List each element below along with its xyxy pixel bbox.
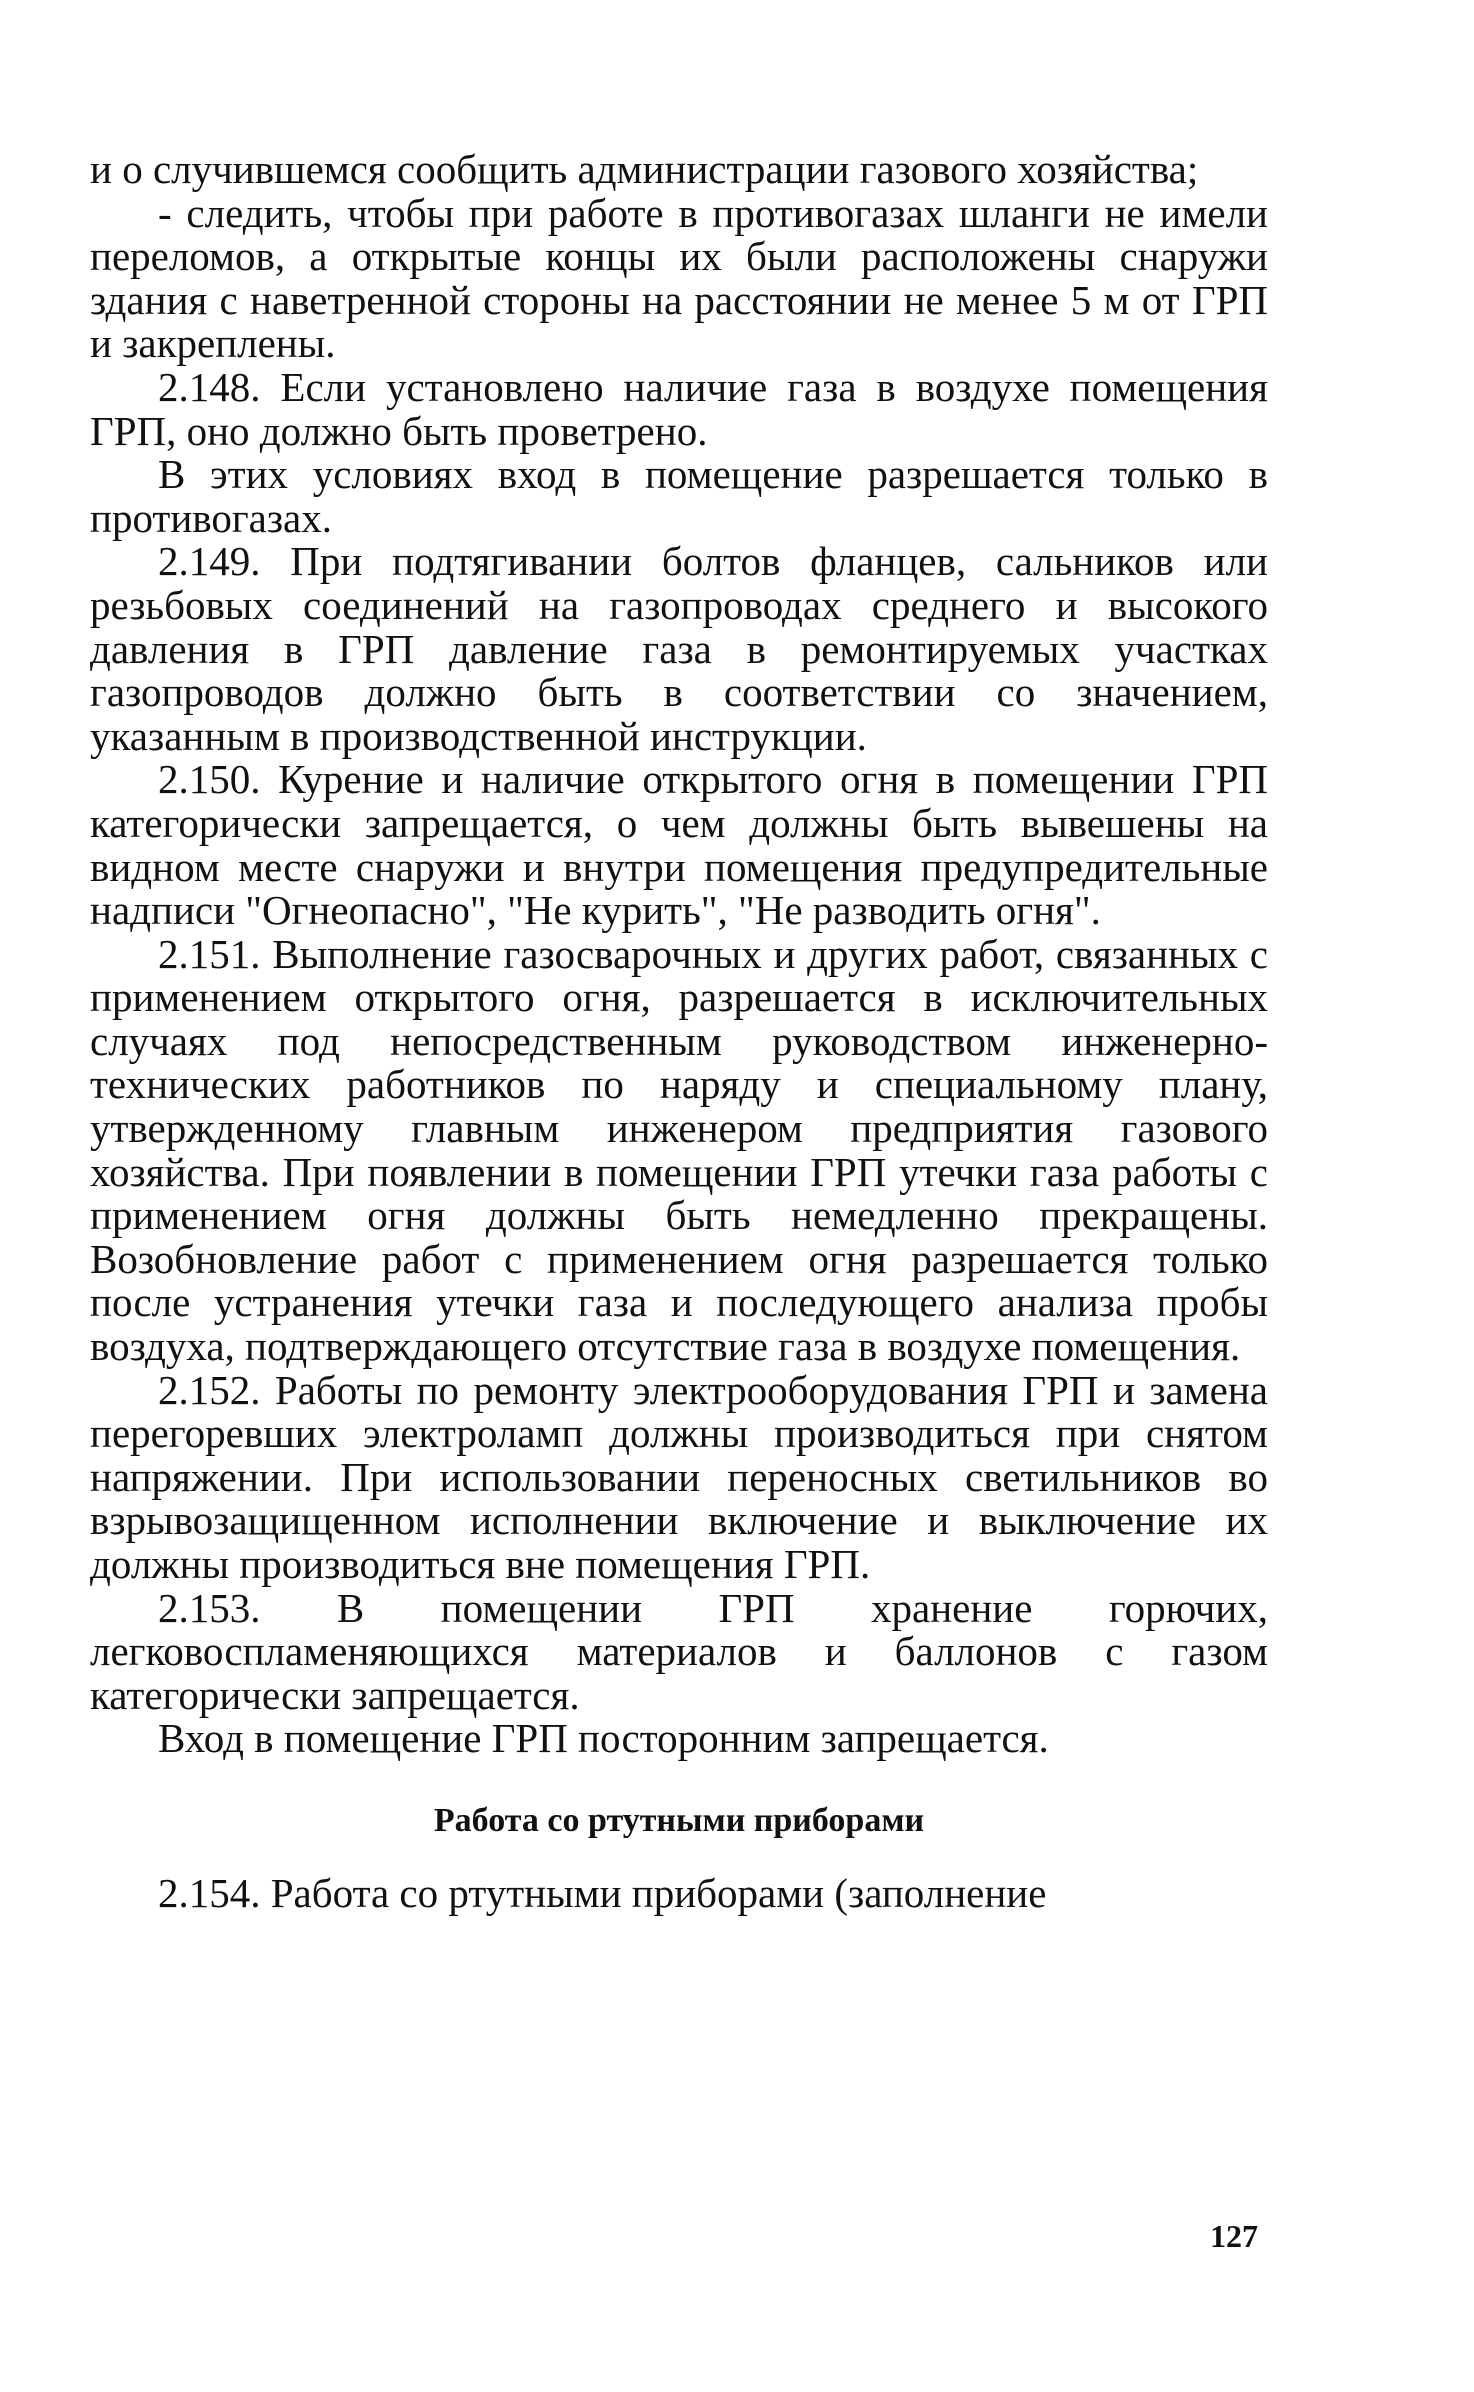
document-page: [90, 148, 1268, 1916]
paragraph-gas-mask-hoses: - следить, чтобы при работе в противогазах шланги не имели переломов, а открытые концы их были расположены снаружи здания с наветренной стороны на расстоянии не менее 5 м от ГРП и закреплены.: [90, 189, 1268, 367]
paragraph-continuation: и о случившемся сообщить администрации газового хозяйства;: [90, 146, 1199, 192]
paragraph-no-outsiders: Вход в помещение ГРП посторонним запрещается.: [158, 1715, 1049, 1762]
paragraph-2-149: 2.149. При подтягивании болтов фланцев, сальников или резьбовых соединений на газопроводах среднего и высокого давления в ГРП давление газа в ремонтируемых участках газопроводов должно быть в соответствии со значением, указанным в производственной инструкции.: [90, 538, 1268, 759]
paragraph-2-152: 2.152. Работы по ремонту электрооборудования ГРП и замена перегоревших электроламп должны производиться при снятом напряжении. При использовании переносных светильников во взрывозащищенном исполнении включение и выключение их должны производиться вне помещения ГРП.: [90, 1366, 1268, 1587]
section-title: Работа со ртутными приборами: [433, 1801, 925, 1839]
paragraph-2-148: 2.148. Если установлено наличие газа в воздухе помещения ГРП, оно должно быть проветрено.: [90, 363, 1268, 454]
page-number: 127: [1210, 2218, 1258, 2254]
paragraph-2-151: 2.151. Выполнение газосварочных и других работ, связанных с применением открытого огня, разрешается в исключительных случаях под непосредственным руководством инженерно-технических работников по наряду и специальному плану, утвержденному главным инженером предприятия газового хозяйства. При появлении в помещении ГРП утечки газа работы с применением огня должны быть немедленно прекращены. Возобновление работ с применением огня разрешается только после устранения утечки газа и последующего анализа пробы воздуха, подтверждающего отсутствие газа в воздухе помещения.: [90, 930, 1268, 1370]
paragraph-entry-in-gas-masks: В этих условиях вход в помещение разрешается только в противогазах.: [90, 451, 1268, 541]
paragraph-2-154: 2.154. Работа со ртутными приборами (заполнение: [158, 1869, 1047, 1916]
paragraph-2-153: 2.153. В помещении ГРП хранение горючих, легковоспламеняющихся материалов и баллонов с газом категорически запрещается.: [90, 1584, 1268, 1718]
paragraph-2-150: 2.150. Курение и наличие открытого огня в помещении ГРП категорически запрещается, о чем должны быть вывешены на видном месте снаружи и внутри помещения предупредительные надписи "Огнеопасно", "Не курить", "Не разводить огня".: [90, 756, 1268, 934]
